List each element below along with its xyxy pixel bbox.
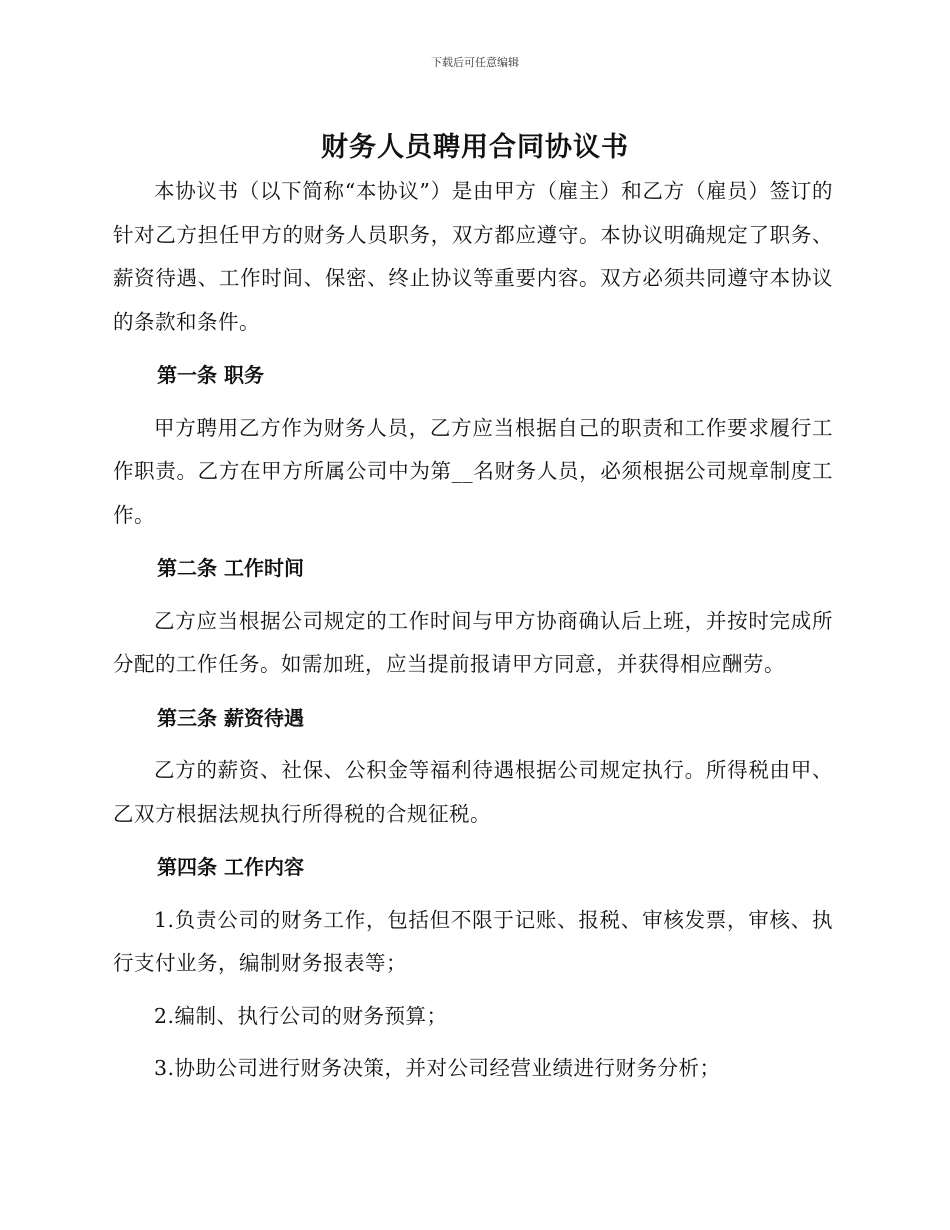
section-paragraph: 乙方的薪资、社保、公积金等福利待遇根据公司规定执行。所得税由甲、乙双方根据法规执行所得税的合规征税。 xyxy=(113,758,833,826)
list-item: 1.负责公司的财务工作，包括但不限于记账、报税、审核发票，审核、执行支付业务，编制财务报表等； xyxy=(113,907,833,975)
list-item: 2.编制、执行公司的财务预算； xyxy=(154,1003,448,1028)
section-3 xyxy=(113,697,833,837)
document-body xyxy=(113,170,833,1091)
section-heading: 第四条 工作内容 xyxy=(157,855,304,879)
section-paragraph: 乙方应当根据公司规定的工作时间与甲方协商确认后上班，并按时完成所分配的工作任务。如需加班，应当提前报请甲方同意，并获得相应酬劳。 xyxy=(113,608,833,676)
list-item: 3.协助公司进行财务决策，并对公司经营业绩进行财务分析； xyxy=(154,1056,721,1080)
header-note: 下载后可任意编辑 xyxy=(431,56,519,69)
section-4 xyxy=(113,846,833,1091)
section-1 xyxy=(113,354,833,537)
section-heading: 第三条 薪资待遇 xyxy=(157,705,304,730)
section-2 xyxy=(113,547,833,687)
intro-paragraph: 本协议书（以下简称“本协议”）是由甲方（雇主）和乙方（雇员）签订的针对乙方担任甲方的财务人员职务，双方都应遵守。本协议明确规定了职务、薪资待遇、工作时间、保密、终止协议等重要内容。双方必须共同遵守本协议的条款和条件。 xyxy=(113,179,833,334)
section-heading: 第一条 职务 xyxy=(157,363,264,387)
document-title: 财务人员聘用合同协议书 xyxy=(321,132,629,163)
section-paragraph: 甲方聘用乙方作为财务人员，乙方应当根据自己的职责和工作要求履行工作职责。乙方在甲方所属公司中为第__名财务人员，必须根据公司规章制度工作。 xyxy=(113,415,833,527)
section-heading: 第二条 工作时间 xyxy=(157,556,304,580)
